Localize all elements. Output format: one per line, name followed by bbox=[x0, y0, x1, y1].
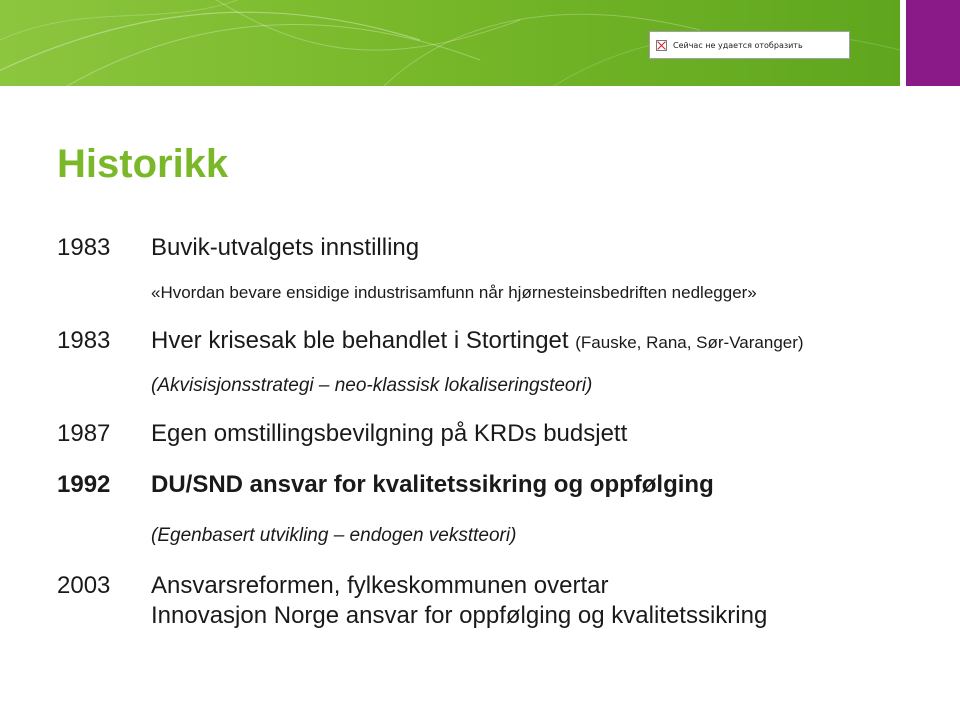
entry-text: DU/SND ansvar for kvalitetssikring og oppfølging bbox=[151, 471, 714, 498]
entry-text-line2: Innovasjon Norge ansvar for oppfølging og kvalitetssikring bbox=[151, 602, 768, 629]
slide-title: Historikk bbox=[57, 142, 229, 186]
entry-text: Buvik-utvalgets innstilling bbox=[151, 234, 420, 261]
entry-year: 2003 bbox=[57, 572, 111, 599]
entry-quote: «Hvordan bevare ensidige industrisamfunn når hjørnesteinsbedriften nedlegger» bbox=[151, 283, 757, 302]
entry-year: 1983 bbox=[57, 234, 111, 261]
purple-accent-bar bbox=[906, 0, 960, 86]
entry-year: 1987 bbox=[57, 420, 111, 447]
image-placeholder-text: Сейчас не удается отобразить bbox=[673, 40, 803, 50]
entry-text: Hver krisesak ble behandlet i Stortinget bbox=[151, 327, 569, 354]
entry-italic-note: (Egenbasert utvikling – endogen vekstteori) bbox=[151, 525, 517, 546]
broken-image-placeholder bbox=[649, 31, 850, 59]
broken-image-icon bbox=[656, 40, 667, 51]
entry-year: 1983 bbox=[57, 327, 111, 354]
entry-italic-note: (Akvisisjonsstrategi – neo-klassisk lokaliseringsteori) bbox=[151, 375, 593, 396]
entry-text: Egen omstillingsbevilgning på KRDs budsjett bbox=[151, 420, 628, 447]
entry-text: Ansvarsreformen, fylkeskommunen overtar bbox=[151, 572, 609, 599]
entry-year: 1992 bbox=[57, 471, 111, 498]
entry-text-wrap bbox=[151, 326, 804, 358]
entry-paren-note: (Fauske, Rana, Sør-Varanger) bbox=[575, 333, 804, 352]
